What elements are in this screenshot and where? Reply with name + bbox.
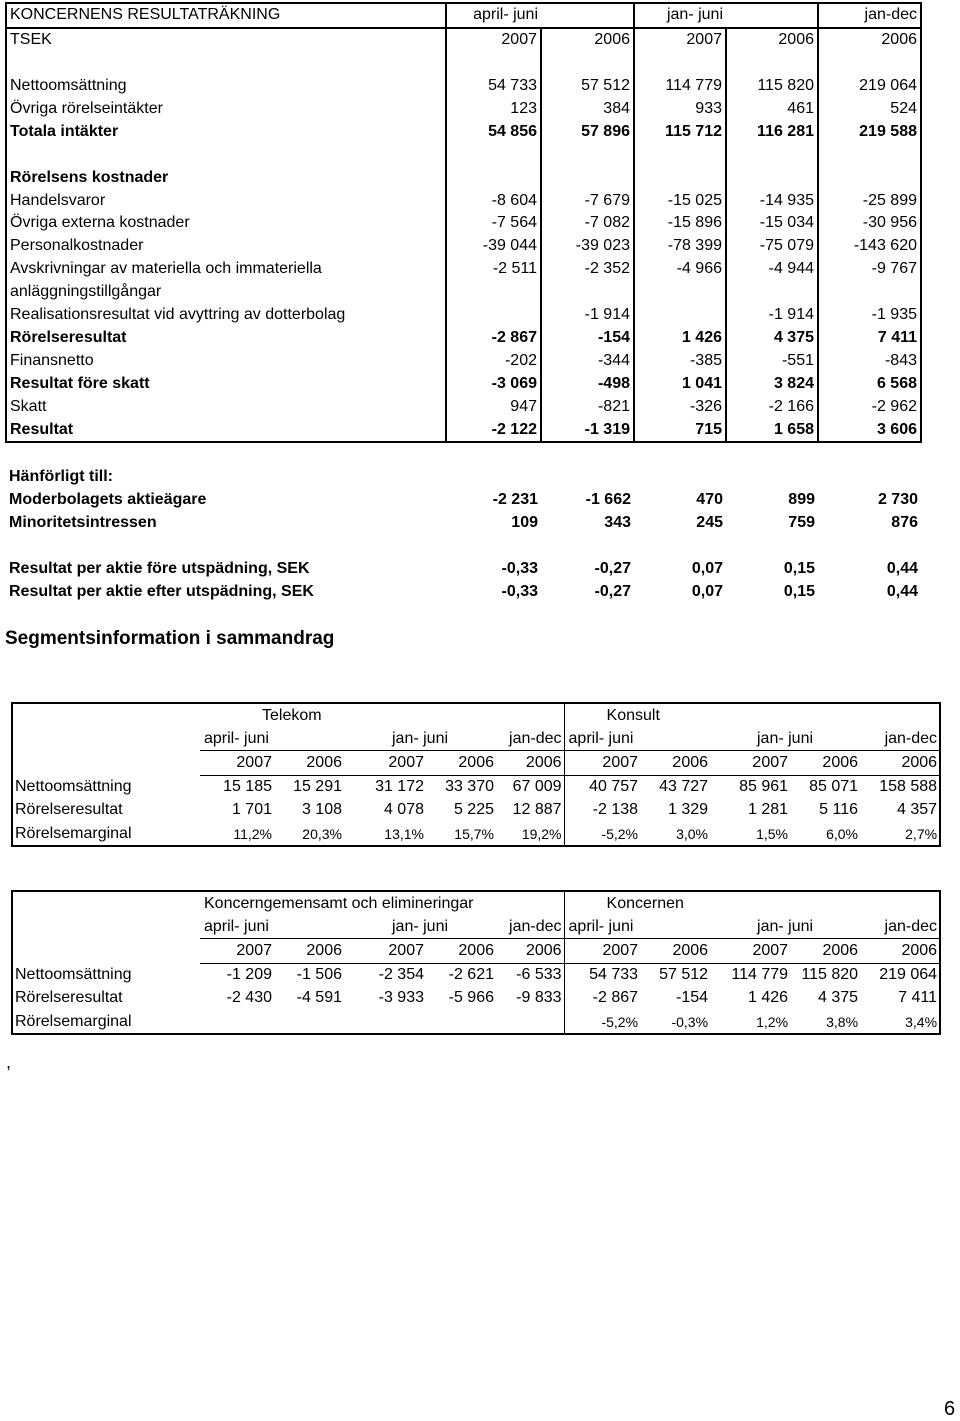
group-header-row	[12, 703, 940, 727]
value-cell: -1 319	[541, 418, 634, 442]
period-header: jan-dec	[860, 727, 940, 751]
year-cell: 2006	[541, 28, 634, 52]
value-cell: 54 856	[446, 120, 541, 143]
value-cell: 57 896	[541, 120, 634, 143]
value-cell: 5 225	[453, 801, 494, 819]
table-row	[6, 304, 921, 327]
period-header: jan-dec	[496, 727, 564, 751]
year-cell: 2007	[344, 751, 426, 775]
table-row	[6, 512, 921, 535]
value-cell: -9 767	[818, 258, 921, 304]
income-statement-table	[5, 2, 922, 603]
value-cell: -2 231	[492, 491, 538, 509]
row-label: Övriga rörelseintäkter	[6, 98, 446, 121]
row-label: Nettoomsättning	[15, 777, 132, 795]
value-cell: 123	[446, 98, 541, 121]
value-cell: -2 621	[448, 966, 494, 984]
value-cell: -0,27	[594, 559, 631, 577]
value-cell: 40 757	[564, 775, 640, 799]
value-cell: -2 430	[226, 989, 272, 1007]
value-cell: 15,7%	[454, 825, 494, 842]
value-cell: 524	[818, 98, 921, 121]
value-cell: 876	[891, 514, 918, 532]
spacer-row	[6, 535, 921, 558]
row-label: Rörelsemarginal	[15, 1012, 132, 1030]
period-header: april- juni	[200, 727, 344, 751]
value-cell: 1 701	[231, 801, 272, 819]
value-cell: 12 887	[512, 801, 562, 819]
value-cell: 715	[634, 418, 726, 442]
table-row	[6, 235, 921, 258]
row-label: Rörelseresultat	[6, 327, 446, 350]
value-cell: 0,44	[886, 559, 918, 577]
period-header: jan- juni	[710, 915, 860, 939]
period-row	[12, 915, 940, 939]
value-cell: 2,7%	[905, 825, 938, 842]
value-cell: -75 079	[726, 235, 818, 258]
value-cell: -202	[446, 349, 541, 372]
value-cell: -0,33	[501, 559, 538, 577]
value-cell: 1 329	[667, 801, 709, 819]
value-cell: -7 679	[541, 189, 634, 212]
value-cell: -1 914	[726, 304, 818, 327]
value-cell: -1 914	[541, 304, 634, 327]
row-label: Rörelsemarginal	[15, 824, 132, 842]
value-cell: -5,2%	[564, 1010, 640, 1034]
value-cell: -2 867	[446, 327, 541, 350]
value-cell: -385	[634, 349, 726, 372]
empty-cell	[12, 751, 200, 775]
value-cell: 1,5%	[756, 825, 789, 842]
year-cell: 2006	[640, 939, 710, 963]
period-header-h1: jan- juni	[634, 3, 726, 28]
value-cell: -3 933	[378, 989, 424, 1007]
table-row	[12, 775, 940, 799]
year-cell: 2007	[446, 28, 541, 52]
year-cell: 2007	[344, 939, 426, 963]
row-label: Minoritetsintressen	[9, 514, 157, 532]
value-cell: -8 604	[446, 189, 541, 212]
value-cell: -2 352	[541, 258, 634, 304]
value-cell: -498	[541, 372, 634, 395]
value-cell: 109	[511, 514, 538, 532]
value-cell: -4 591	[296, 989, 342, 1007]
value-cell: 4 078	[383, 801, 424, 819]
table-row	[12, 987, 940, 1010]
year-cell: 2007	[200, 751, 274, 775]
table-row	[6, 372, 921, 395]
value-cell: -78 399	[634, 235, 726, 258]
value-cell: 461	[726, 98, 818, 121]
value-cell: 6 568	[818, 372, 921, 395]
value-cell: -15 025	[634, 189, 726, 212]
value-cell: -843	[818, 349, 921, 372]
value-cell: 1 426	[634, 327, 726, 350]
value-cell: -25 899	[818, 189, 921, 212]
value-cell: 11,2%	[233, 825, 272, 842]
value-cell: -2 166	[726, 395, 818, 418]
title-row	[6, 3, 921, 28]
year-cell: 2007	[710, 939, 790, 963]
period-header-q2: april- juni	[446, 3, 541, 28]
value-cell: 85 071	[809, 778, 859, 796]
segment-section-title: Segmentsinformation i sammandrag	[5, 628, 335, 649]
value-cell: 13,1%	[384, 825, 424, 842]
empty-cell	[12, 915, 200, 939]
value-cell: -14 935	[726, 189, 818, 212]
year-row	[6, 28, 921, 52]
table-row	[12, 1010, 940, 1034]
table-row	[12, 799, 940, 822]
value-cell: 7 411	[898, 989, 938, 1007]
value-cell: 33 370	[445, 778, 494, 796]
row-label: Avskrivningar av materiella och immateriella anläggningstillgångar	[6, 258, 446, 304]
value-cell: -2 138	[564, 799, 640, 822]
value-cell: 1,2%	[756, 1013, 789, 1030]
row-label: Skatt	[6, 395, 446, 418]
value-cell	[426, 1010, 496, 1034]
segment-group-header: Telekom	[262, 706, 322, 724]
value-cell: 3 606	[818, 418, 921, 442]
value-cell: -1 209	[226, 966, 272, 984]
value-cell: 57 512	[541, 75, 634, 98]
value-cell: 2 730	[877, 491, 918, 509]
value-cell: 6,0%	[826, 825, 859, 842]
row-label: Resultat per aktie efter utspädning, SEK	[9, 582, 314, 600]
value-cell: -15 034	[726, 212, 818, 235]
value-cell: -154	[676, 989, 709, 1007]
page-number: 6	[944, 1398, 956, 1420]
section-heading-row	[6, 166, 921, 189]
year-row	[12, 939, 940, 963]
table-row	[6, 327, 921, 350]
period-header: jan-dec	[860, 915, 940, 939]
section-heading-row	[6, 466, 921, 489]
value-cell: -154	[541, 327, 634, 350]
table-row	[6, 489, 921, 512]
table-row	[6, 212, 921, 235]
value-cell: -5 966	[448, 989, 494, 1007]
value-cell: 0,44	[886, 582, 918, 600]
value-cell: 0,07	[691, 559, 723, 577]
value-cell: 1 426	[747, 989, 789, 1007]
value-cell: -6 533	[516, 966, 562, 984]
empty-cell	[12, 727, 200, 751]
value-cell: -4 966	[634, 258, 726, 304]
year-row	[12, 751, 940, 775]
value-cell: -3 069	[446, 372, 541, 395]
period-header: jan- juni	[344, 727, 496, 751]
value-cell: 116 281	[726, 120, 818, 143]
value-cell: -7 564	[446, 212, 541, 235]
value-cell: -5,2%	[564, 822, 640, 846]
value-cell: 20,3%	[302, 825, 342, 842]
value-cell: -9 833	[516, 989, 562, 1007]
row-label: Nettoomsättning	[15, 965, 132, 983]
spacer-row	[6, 442, 921, 466]
year-cell: 2007	[634, 28, 726, 52]
value-cell: -1 506	[296, 966, 342, 984]
segment-table	[11, 702, 941, 847]
value-cell: 15 185	[223, 778, 272, 796]
row-label: Övriga externa kostnader	[6, 212, 446, 235]
year-cell: 2006	[496, 751, 564, 775]
period-row	[12, 727, 940, 751]
table-row	[6, 120, 921, 143]
value-cell	[634, 304, 726, 327]
year-cell: 2006	[496, 939, 564, 963]
period-header: jan- juni	[344, 915, 496, 939]
value-cell: -39 044	[446, 235, 541, 258]
table-row	[6, 580, 921, 603]
year-cell: 2006	[426, 751, 496, 775]
value-cell: -0,3%	[671, 1013, 709, 1030]
row-label: Rörelseresultat	[15, 989, 123, 1007]
value-cell: -0,33	[501, 582, 538, 600]
row-label: Totala intäkter	[6, 120, 446, 143]
section-heading: Rörelsens kostnader	[6, 166, 446, 189]
currency-label: TSEK	[6, 28, 446, 52]
attributable-heading: Hänförligt till:	[9, 468, 113, 486]
year-cell: 2006	[818, 28, 921, 52]
value-cell: -2 354	[378, 966, 424, 984]
segment-group-header: Koncerngemensamt och elimineringar	[204, 894, 474, 912]
value-cell: 57 512	[659, 966, 709, 984]
value-cell: 4 357	[897, 801, 938, 819]
row-label: Finansnetto	[6, 349, 446, 372]
year-cell: 2007	[564, 939, 640, 963]
empty-cell	[12, 703, 200, 727]
value-cell: 3 108	[301, 801, 342, 819]
spacer-row	[6, 52, 921, 75]
value-cell: -2 867	[564, 987, 640, 1010]
value-cell: 5 116	[819, 801, 859, 819]
value-cell: -143 620	[818, 235, 921, 258]
empty-cell	[12, 891, 200, 915]
value-cell: 85 961	[739, 778, 789, 796]
value-cell: 1 041	[634, 372, 726, 395]
value-cell: 115 820	[801, 966, 859, 984]
segment-group-header: Koncernen	[564, 891, 940, 915]
table-row	[6, 557, 921, 580]
value-cell: 219 064	[879, 966, 938, 984]
year-cell: 2006	[274, 751, 344, 775]
year-cell: 2006	[860, 751, 940, 775]
value-cell: -7 082	[541, 212, 634, 235]
period-header: april- juni	[564, 915, 710, 939]
value-cell: 0,15	[783, 559, 815, 577]
value-cell: -1 662	[585, 491, 631, 509]
period-header: april- juni	[200, 915, 344, 939]
segment-group-header: Konsult	[564, 703, 940, 727]
table-row	[6, 349, 921, 372]
value-cell: 15 291	[293, 778, 342, 796]
table-row	[6, 395, 921, 418]
stray-comma: ,	[6, 1052, 12, 1072]
table-row	[6, 75, 921, 98]
value-cell: 3 824	[726, 372, 818, 395]
value-cell: 67 009	[512, 778, 562, 796]
row-label: Moderbolagets aktieägare	[9, 491, 207, 509]
value-cell: 54 733	[564, 963, 640, 987]
value-cell: 7 411	[818, 327, 921, 350]
value-cell: 947	[446, 395, 541, 418]
year-cell: 2006	[790, 939, 860, 963]
value-cell: -344	[541, 349, 634, 372]
table-row	[6, 258, 921, 304]
value-cell: -2 962	[818, 395, 921, 418]
value-cell	[446, 304, 541, 327]
year-cell: 2006	[726, 28, 818, 52]
value-cell: 0,07	[691, 582, 723, 600]
value-cell: 343	[604, 514, 631, 532]
spacer-row	[6, 143, 921, 166]
group-header-row	[12, 891, 940, 915]
year-cell: 2006	[426, 939, 496, 963]
row-label: Resultat per aktie före utspädning, SEK	[9, 559, 310, 577]
value-cell: 31 172	[375, 778, 424, 796]
table-row	[6, 418, 921, 442]
value-cell: 1 658	[726, 418, 818, 442]
value-cell: 933	[634, 98, 726, 121]
value-cell: -4 944	[726, 258, 818, 304]
value-cell: 384	[541, 98, 634, 121]
row-label: Resultat före skatt	[6, 372, 446, 395]
value-cell: -1 935	[818, 304, 921, 327]
row-label: Rörelseresultat	[15, 801, 123, 819]
value-cell: -30 956	[818, 212, 921, 235]
table-row	[12, 963, 940, 987]
value-cell: 54 733	[446, 75, 541, 98]
statement-title: KONCERNENS RESULTATRÄKNING	[6, 3, 446, 28]
value-cell: 3,0%	[676, 825, 709, 842]
table-row	[6, 189, 921, 212]
value-cell: -15 896	[634, 212, 726, 235]
row-label: Handelsvaror	[6, 189, 446, 212]
value-cell: 4 375	[726, 327, 818, 350]
value-cell: 19,2%	[521, 825, 562, 842]
period-header-year: jan-dec	[818, 3, 921, 28]
year-cell: 2006	[640, 751, 710, 775]
value-cell: -2 122	[446, 418, 541, 442]
value-cell: 0,15	[783, 582, 815, 600]
year-cell: 2007	[710, 751, 790, 775]
value-cell: 1 281	[747, 801, 789, 819]
value-cell	[274, 1010, 344, 1034]
value-cell: 3,8%	[826, 1013, 859, 1030]
value-cell: -821	[541, 395, 634, 418]
year-cell: 2007	[564, 751, 640, 775]
value-cell: -39 023	[541, 235, 634, 258]
value-cell: 4 375	[817, 989, 859, 1007]
value-cell: 219 588	[818, 120, 921, 143]
value-cell: 3,4%	[905, 1013, 938, 1030]
value-cell: -2 511	[446, 258, 541, 304]
value-cell: 899	[788, 491, 815, 509]
table-row	[6, 98, 921, 121]
period-header: april- juni	[564, 727, 710, 751]
value-cell: 115 712	[634, 120, 726, 143]
row-label: Personalkostnader	[6, 235, 446, 258]
value-cell: 158 588	[879, 778, 938, 796]
period-header: jan- juni	[710, 727, 860, 751]
value-cell: -326	[634, 395, 726, 418]
value-cell: 43 727	[659, 778, 709, 796]
value-cell: 115 820	[726, 75, 818, 98]
value-cell: 245	[696, 514, 723, 532]
value-cell: 114 779	[731, 966, 789, 984]
value-cell: 219 064	[818, 75, 921, 98]
empty-cell	[12, 939, 200, 963]
row-label: Nettoomsättning	[6, 75, 446, 98]
table-row	[12, 822, 940, 846]
value-cell: -551	[726, 349, 818, 372]
value-cell	[344, 1010, 426, 1034]
value-cell: -0,27	[594, 582, 631, 600]
row-label: Resultat	[6, 418, 446, 442]
year-cell: 2007	[200, 939, 274, 963]
value-cell	[200, 1010, 274, 1034]
value-cell: 759	[788, 514, 815, 532]
year-cell: 2006	[274, 939, 344, 963]
year-cell: 2006	[790, 751, 860, 775]
year-cell: 2006	[860, 939, 940, 963]
value-cell: 470	[696, 491, 723, 509]
period-header: jan-dec	[496, 915, 564, 939]
segment-table	[11, 890, 941, 1035]
row-label: Realisationsresultat vid avyttring av dotterbolag	[6, 304, 446, 327]
value-cell: 114 779	[634, 75, 726, 98]
value-cell	[496, 1010, 564, 1034]
